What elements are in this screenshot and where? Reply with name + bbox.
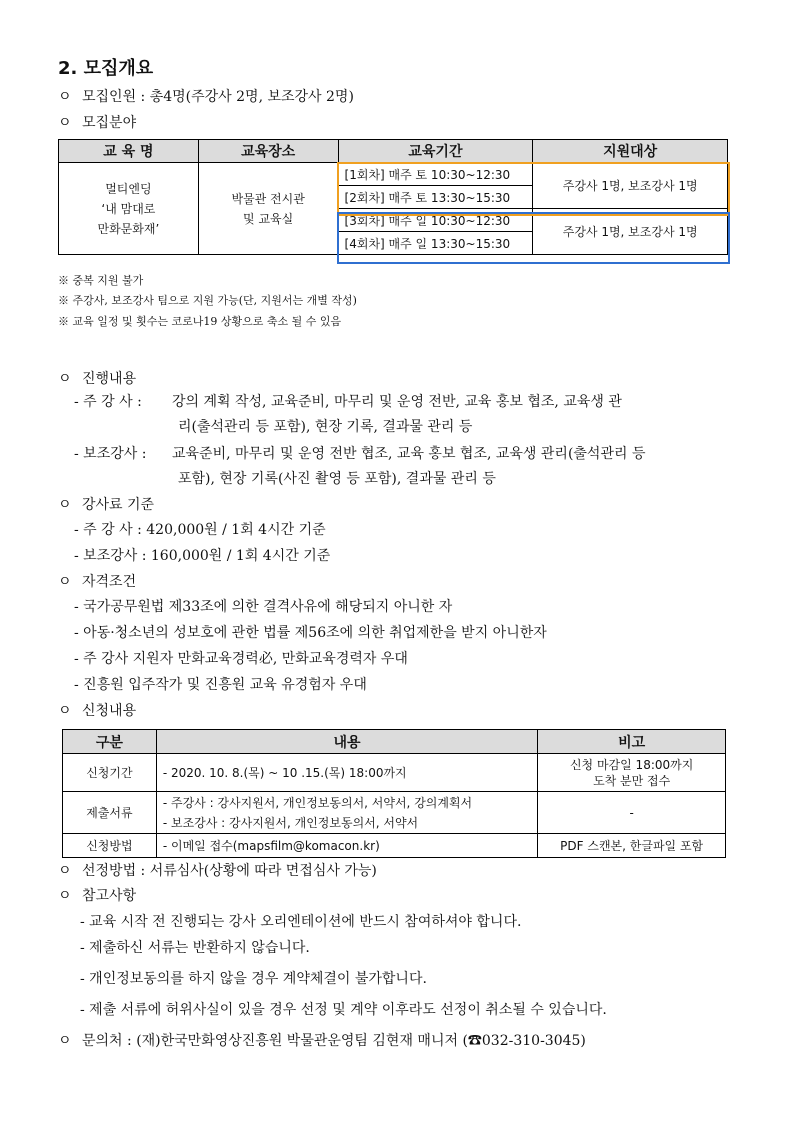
header-period: 교육기간 — [338, 140, 533, 163]
course-name-line: ‘내 맘대로 — [101, 201, 156, 216]
docs-note: - — [538, 792, 726, 834]
qualification-heading-text: 자격조건 — [82, 574, 137, 590]
note-line: ※ 중복 지원 불가 — [58, 274, 144, 287]
bullet: ㅇ — [58, 1033, 72, 1049]
reference-item: - 제출하신 서류는 반환하지 않습니다. — [80, 940, 310, 956]
header-category: 구분 — [63, 730, 157, 754]
target-group2-cell: 주강사 1명, 보조강사 1명 — [533, 209, 728, 255]
qualification-item: - 아동·청소년의 성보호에 관한 법률 제56조에 의한 취업제한을 받지 아니한자 — [74, 625, 547, 641]
bullet: ㅇ — [58, 574, 72, 590]
application-table — [62, 729, 726, 858]
docs-label: 제출서류 — [63, 792, 157, 834]
reference-item: - 교육 시작 전 진행되는 강사 오리엔테이션에 반드시 참여하셔야 합니다. — [80, 914, 522, 930]
header-content: 내용 — [156, 730, 537, 754]
target-group1-cell: 주강사 1명, 보조강사 1명 — [533, 163, 728, 209]
table-row — [63, 834, 726, 858]
period-content: - 2020. 10. 8.(목) ~ 10 .15.(목) 18:00까지 — [156, 754, 537, 792]
qualification-item: - 국가공무원법 제33조에 의한 결격사유에 해당되지 아니한 자 — [74, 599, 453, 615]
course-name-line: 만화문화재’ — [97, 221, 160, 236]
docs-line: - 보조강사 : 강사지원서, 개인정보동의서, 서약서 — [162, 815, 419, 830]
docs-content — [156, 792, 537, 834]
qualification-item: - 주 강사 지원자 만화교육경력必, 만화교육경력자 우대 — [74, 651, 408, 667]
header-remark: 비고 — [538, 730, 726, 754]
reference-heading-text: 참고사항 — [82, 888, 137, 904]
progress-assist-label: - 보조강사 : — [74, 446, 147, 462]
progress-main-line: 강의 계획 작성, 교육준비, 마무리 및 운영 전반, 교육 홍보 협조, 교육생 관 — [172, 394, 622, 410]
contact-text: 문의처 : (재)한국만화영상진흥원 박물관운영팀 김현재 매니저 (☎032-310-3045) — [82, 1033, 586, 1049]
header-target: 지원대상 — [533, 140, 728, 163]
location-cell — [198, 163, 338, 255]
location-line: 박물관 전시관 — [231, 191, 305, 206]
fee-main: - 주 강 사 : 420,000원 / 1회 4시간 기준 — [74, 522, 326, 538]
reference-item: - 개인정보동의를 하지 않을 경우 계약체결이 불가합니다. — [80, 971, 427, 987]
application-heading — [58, 700, 136, 720]
method-label: 신청방법 — [63, 834, 157, 858]
header-course-name: 교 육 명 — [59, 140, 199, 163]
fee-heading-text: 강사료 기준 — [82, 497, 155, 513]
qualification-item: - 진흥원 입주작가 및 진흥원 교육 유경험자 우대 — [74, 677, 367, 693]
period-note-line: 도착 분만 접수 — [593, 773, 671, 788]
note-line: ※ 주강사, 보조강사 팀으로 지원 가능(단, 지원서는 개별 작성) — [58, 294, 357, 307]
note-line: ※ 교육 일정 및 횟수는 코로나19 상황으로 축소 될 수 있음 — [58, 315, 342, 328]
selection-text: 선정방법 : 서류심사(상황에 따라 면접심사 가능) — [82, 863, 377, 879]
section-title: 2. 모집개요 — [58, 58, 154, 79]
recruit-count: 모집인원 : 총4명(주강사 2명, 보조강사 2명) — [82, 89, 354, 105]
recruit-field-table — [58, 139, 728, 255]
session-cell: [1회차] 매주 토 10:30~12:30 — [338, 163, 533, 186]
bullet: ㅇ — [58, 703, 72, 719]
progress-assist-line: 교육준비, 마무리 및 운영 전반 협조, 교육 홍보 협조, 교육생 관리(출석관리 등 — [172, 446, 646, 462]
location-line: 및 교육실 — [243, 211, 294, 226]
table-row — [59, 163, 728, 186]
course-name-line: 멀티엔딩 — [105, 181, 152, 196]
application-heading-text: 신청내용 — [82, 703, 137, 719]
period-note-line: 신청 마감일 18:00까지 — [569, 757, 694, 772]
progress-heading — [58, 368, 136, 388]
docs-line: - 주강사 : 강사지원서, 개인정보동의서, 서약서, 강의계획서 — [162, 795, 473, 810]
table-row — [63, 754, 726, 792]
fee-assist: - 보조강사 : 160,000원 / 1회 4시간 기준 — [74, 548, 331, 564]
reference-heading — [58, 885, 136, 905]
contact-line — [58, 1030, 586, 1050]
reference-item: - 제출 서류에 허위사실이 있을 경우 선정 및 계약 이후라도 선정이 취소될 수 있습니다. — [80, 1002, 607, 1018]
bullet: ㅇ — [58, 497, 72, 513]
progress-heading-text: 진행내용 — [82, 371, 137, 387]
progress-assist-line: 포함), 현장 기록(사진 촬영 등 포함), 결과물 관리 등 — [178, 471, 496, 487]
progress-main-label: - 주 강 사 : — [74, 394, 142, 410]
session-cell: [4회차] 매주 일 13:30~15:30 — [338, 232, 533, 255]
table-row — [63, 792, 726, 834]
progress-main-line: 리(출석관리 등 포함), 현장 기록, 결과물 관리 등 — [178, 419, 473, 435]
fee-heading — [58, 494, 154, 514]
recruit-field-line — [58, 112, 136, 132]
table-header-row — [59, 140, 728, 163]
period-label: 신청기간 — [63, 754, 157, 792]
session-cell: [3회차] 매주 일 10:30~12:30 — [338, 209, 533, 232]
recruit-field: 모집분야 — [82, 115, 137, 131]
qualification-heading — [58, 571, 136, 591]
header-location: 교육장소 — [198, 140, 338, 163]
bullet: ㅇ — [58, 863, 72, 879]
course-name-cell — [59, 163, 199, 255]
selection-line — [58, 860, 377, 880]
bullet: ㅇ — [58, 89, 72, 105]
session-cell: [2회차] 매주 토 13:30~15:30 — [338, 186, 533, 209]
table-header-row — [63, 730, 726, 754]
bullet: ㅇ — [58, 371, 72, 387]
bullet: ㅇ — [58, 888, 72, 904]
recruit-count-line — [58, 86, 354, 106]
bullet: ㅇ — [58, 115, 72, 131]
method-note: PDF 스캔본, 한글파일 포함 — [538, 834, 726, 858]
method-content: - 이메일 접수(mapsfilm@komacon.kr) — [156, 834, 537, 858]
period-note — [538, 754, 726, 792]
